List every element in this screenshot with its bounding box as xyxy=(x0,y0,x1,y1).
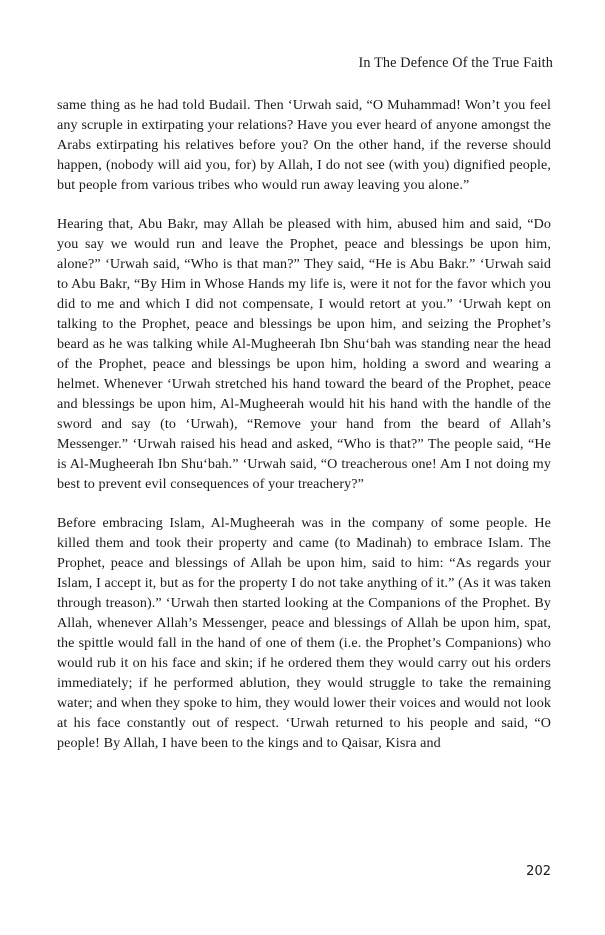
running-header-title: In The Defence Of the True Faith xyxy=(358,55,553,71)
body-text xyxy=(57,95,551,772)
paragraph-urwah-speech: same thing as he had told Budail. Then ‘Urwah said, “O Muhammad! Won’t you feel any scruple in extirpating your relations? Have you ever heard of anyone amongst the Arabs extirpating his relatives before you? On the other hand, if the reverse should happen, (nobody will aid you, for) by Allah, I do not see (with you) dignified people, but people from various tribes who would run away leaving you alone.” xyxy=(57,97,551,193)
page-number: 202 xyxy=(526,864,551,879)
paragraph-abu-bakr-reply: Hearing that, Abu Bakr, may Allah be pleased with him, abused him and said, “Do you say we would run and leave the Prophet, peace and blessings be upon him, alone?” ‘Urwah said, “Who is that man?” They said, “He is Abu Bakr.” ‘Urwah said to Abu Bakr, “By Him in Whose Hands my life is, were it not for the favor which you did to me and which I did not compensate, I would retort at you.” ‘Urwah kept on talking to the Prophet, peace and blessings be upon him, and seizing the Prophet’s beard as he was talking while Al-Mugheerah Ibn Shu‘bah was standing near the head of the Prophet, peace and blessings be upon him, holding a sword and wearing a helmet. Whenever ‘Urwah stretched his hand toward the beard of the Prophet, peace and blessings be upon him, Al-Mugheerah would hit his hand with the handle of the sword and say (to ‘Urwah), “Remove your hand from the beard of Allah’s Messenger.” ‘Urwah raised his head and asked, “Who is that?” The people said, “He is Al-Mugheerah Ibn Shu‘bah.” ‘Urwah said, “O treacherous one! Am I not doing my best to prevent evil consequences of your treachery?” xyxy=(57,216,551,492)
paragraph-al-mugheerah: Before embracing Islam, Al-Mugheerah was in the company of some people. He killed them and took their property and came (to Madinah) to embrace Islam. The Prophet, peace and blessings of Allah be upon him, said to him: “As regards your Islam, I accept it, but as for the property I do not take anything of it.” (As it was taken through treason).” ‘Urwah then started looking at the Companions of the Prophet. By Allah, whenever Allah’s Messenger, peace and blessings of Allah be upon him, spat, the spittle would fall in the hand of one of them (i.e. the Prophet’s Companions) who would rub it on his face and skin; if he ordered them they would carry out his orders immediately; if he performed ablution, they would struggle to take the remaining water; and when they spoke to him, they would lower their voices and would not look at his face constantly out of respect. ‘Urwah returned to his people and said, “O people! By Allah, I have been to the kings and to Qaisar, Kisra and xyxy=(57,515,551,751)
